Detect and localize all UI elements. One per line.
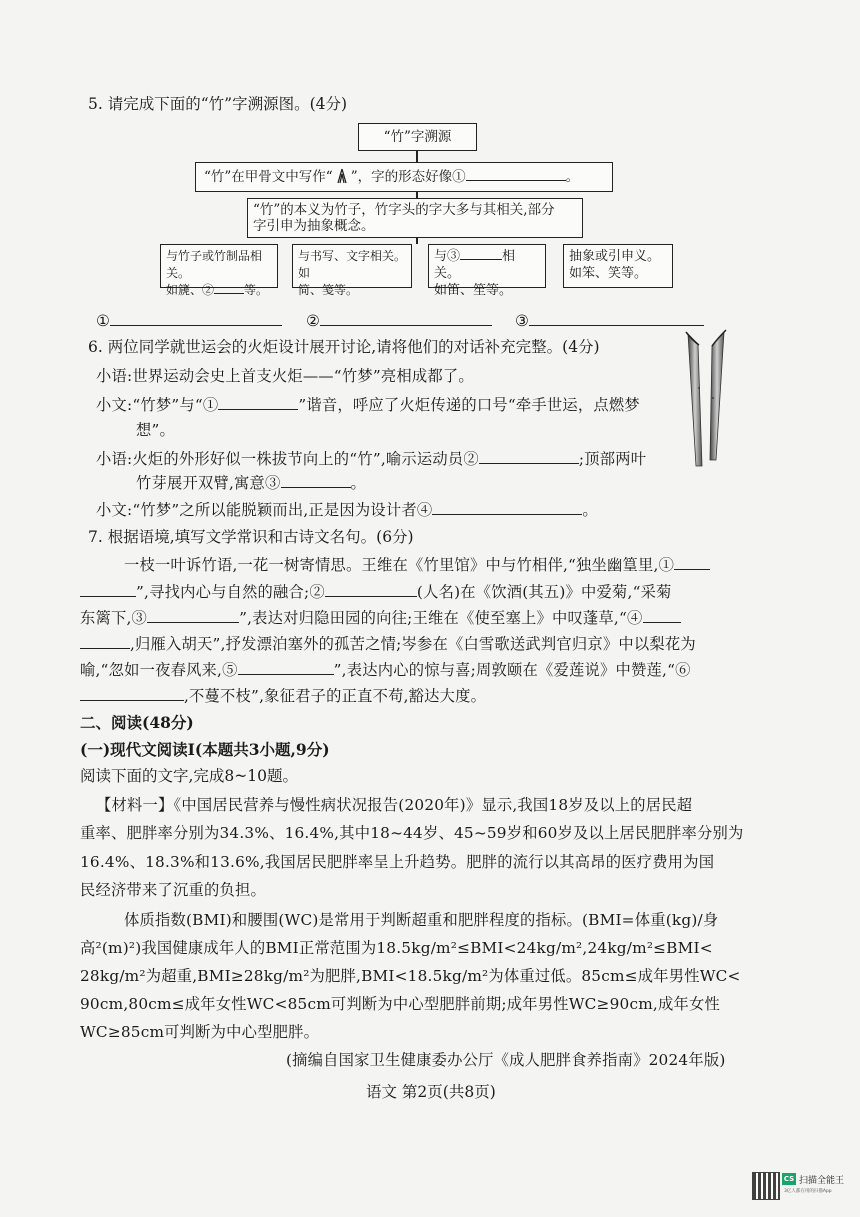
level2-line2: 字引申为抽象概念。 [253,218,375,234]
level2-line1: “竹”的本义为竹子，竹字头的字大多与其相关,部分 [253,202,555,218]
blank-q7-1a [674,555,710,570]
source-citation: (摘编自国家卫生健康委办公厅《成人肥胖食养指南》2024年版) [286,1051,726,1069]
connector [416,238,418,244]
q7-para-line4: ,归雁入胡天”,抒发漂泊塞外的孤苦之情;岑参在《白雪歌送武判官归京》中以梨花为 [80,632,696,654]
blank-q6-4 [432,500,582,515]
material1-line1: 【材料一】《中国居民营养与慢性病状况报告(2020年)》显示,我国18岁及以上的居民超 [96,796,693,814]
q5-answer-2: ② [306,311,492,330]
leaf1-line2: 如篪、② 等。 [166,283,269,297]
level1-post: ”，字的形态好像① [350,169,466,185]
blank-q7-2 [325,582,417,597]
leaf2-line2: 简、笺等。 [298,283,359,297]
q7-para-line1: 一枝一叶诉竹语,一花一树寄情思。王维在《竹里馆》中与竹相伴,“独坐幽篁里,① [124,553,710,575]
oracle-glyph-icon [333,168,351,184]
diagram-leaf-3 [428,244,546,298]
q7-title: 7. 根据语境,填写文学常识和古诗文名句。(6分) [88,528,414,546]
torch-image [682,328,730,468]
diagram-leaf-4 [563,244,673,288]
q6-line3-cont: 竹芽展开双臂,寓意③ 。 [136,474,367,492]
material1-line3: 16.4%、18.3%和13.6%,我国居民肥胖率呈上升趋势。肥胖的流行以其高昂的医疗费用为国 [80,853,715,871]
section-title: 二、阅读(48分) [80,713,194,732]
material2-line2: 高²(m)²)我国健康成年人的BMI正常范围为18.5kg/m²≤BMI<24kg/m²,24kg/m²≤BMI< [80,939,713,957]
blank-q6-3 [281,473,351,488]
q6-line1: 小语:世界运动会史上首支火炬——“竹梦”亮相成都了。 [96,367,474,385]
diagram-leaf-2 [292,244,412,297]
blank-q7-3 [147,608,239,623]
q7-para-line5: 喻,“忽如一夜春风来,⑤ ”,表达内心的惊与喜;周敦颐在《爱莲说》中赞莲,“⑥ [80,661,691,679]
blank-q6-2 [479,449,579,464]
blank-q7-4b [80,634,130,649]
blank-q7-6 [80,686,184,701]
level1-end: 。 [565,169,580,185]
page-footer: 语文 第2页(共8页) [366,1083,496,1101]
scanner-sub: 3亿人都在用的扫描App [784,1189,832,1194]
leaf3-line2: 如笛、笙等。 [434,283,513,298]
q6-line4: 小文:“竹梦”之所以能脱颖而出,正是因为设计者④ 。 [96,501,598,519]
blank-q7-4a [643,608,681,623]
blank-q5-2 [214,282,244,294]
scanner-watermark [752,1170,848,1202]
q7-para-line6: ,不蔓不枝”,象征君子的正直不苟,豁达大度。 [80,684,486,706]
leaf2-line1: 与书写、文字相关。如 [298,249,407,280]
leaf1-line1: 与竹子或竹制品相关。 [166,249,263,280]
qr-code-icon [752,1172,780,1200]
q5-answer-3: ③ [515,311,704,330]
subsection-title: (一)现代文阅读Ⅰ(本题共3小题,9分) [80,740,330,759]
blank-q7-5 [238,660,334,675]
q7-para-line2: ”,寻找内心与自然的融合;② (人名)在《饮酒(其五)》中爱菊,“采菊 [80,580,672,602]
diagram-level2 [247,198,583,238]
q5-title: 5. 请完成下面的“竹”字溯源图。(4分) [88,95,348,113]
q6-title: 6. 两位同学就世运会的火炬设计展开讨论,请将他们的对话补充完整。(4分) [88,338,600,356]
q5-answer-1: ① [96,311,282,330]
leaf4-line2: 如笨、笑等。 [569,266,648,281]
material2-line1: 体质指数(BMI)和腰围(WC)是常用于判断超重和肥胖程度的指标。(BMI=体重(kg)/身 [124,911,719,929]
scanner-label: 扫描全能王 [799,1176,845,1186]
blank-q6-1 [218,395,298,410]
material1-line4: 民经济带来了沉重的负担。 [80,881,266,899]
leaf3-line1: 与③ 相关。 [434,249,516,281]
material2-line5: WC≥85cm可判断为中心型肥胖。 [80,1023,320,1041]
material2-line3: 28kg/m²为超重,BMI≥28kg/m²为肥胖,BMI<18.5kg/m²为体重过低。85cm≤成年男性WC< [80,967,741,985]
leaf4-line1: 抽象或引申义。 [569,249,661,264]
q7-para-line3: 东篱下,③ ”,表达对归隐田园的向往;王维在《使至塞上》中叹蓬草,“④ [80,606,681,628]
level1-pre: “竹”在甲骨文中写作“ [204,169,333,185]
blank-q5-1 [466,166,566,181]
diagram-level1 [195,162,613,192]
material1-line2: 重率、肥胖率分别为34.3%、16.4%,其中18~44岁、45~59岁和60岁及以上居民肥胖率分别为 [80,824,744,842]
q6-line2: 小文:“竹梦”与“① ”谐音，呼应了火炬传递的口号“牵手世运，点燃梦 [96,396,640,414]
blank-q5-3 [460,248,502,260]
diagram-root: “竹”字溯源 [358,123,477,151]
blank-q7-1b [80,582,136,597]
q6-line2-cont: 想”。 [136,421,176,439]
connector [416,151,418,162]
diagram-leaf-1 [160,244,278,297]
material2-line4: 90cm,80cm≤成年女性WC<85cm可判断为中心型肥胖前期;成年男性WC≥90cm,成年女性 [80,995,720,1013]
q6-line3: 小语:火炬的外形好似一株拔节向上的“竹”,喻示运动员② ;顶部两叶 [96,450,647,468]
cs-logo-icon: CS [783,1175,795,1183]
reading-intro: 阅读下面的文字,完成8~10题。 [80,767,298,785]
